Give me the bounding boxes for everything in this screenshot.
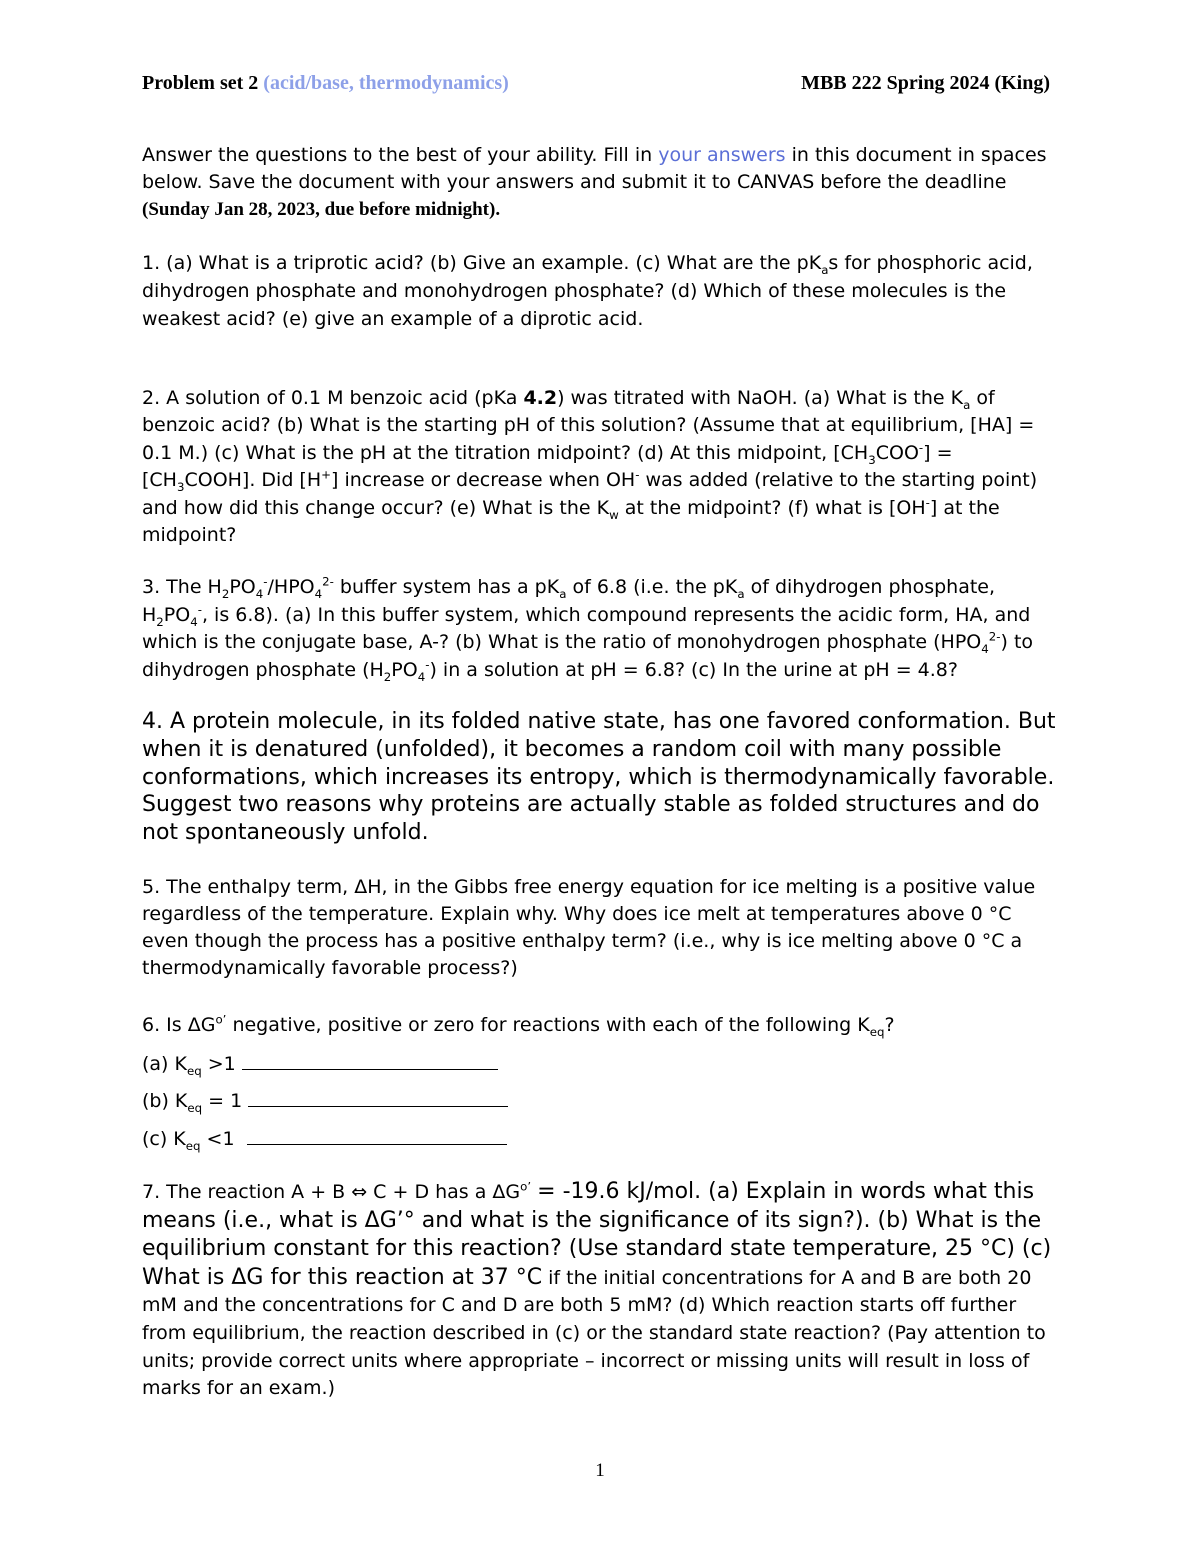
- q2-text-2: ) was titrated with NaOH. (a) What is the K: [557, 387, 964, 409]
- q3-sub-4b: 4: [314, 586, 323, 601]
- q3-sup-minus-b: -: [197, 602, 202, 617]
- q6-c-prefix: (c) K: [142, 1128, 186, 1150]
- q1-text-2: s for phosphoric acid, dihydrogen phosphate and monohydrogen phosphate? (d) Which of these molecules is the weakest acid? (e) give an example of a diprotic acid.: [142, 252, 1033, 330]
- q3-sub-a: a: [559, 586, 567, 601]
- q6-b-sub: eq: [187, 1100, 203, 1115]
- intro-highlight: your answers: [658, 144, 786, 166]
- q6-a-suffix: >1: [207, 1053, 236, 1075]
- q6-a-prefix: (a) K: [142, 1053, 187, 1075]
- q2-text-5: ] = [CH: [142, 441, 953, 492]
- q6-a-sub: eq: [186, 1063, 202, 1078]
- instructions-paragraph: [142, 142, 1056, 223]
- q2-text-3: of benzoic acid? (b) What is the starting pH of this solution? (Assume that at equilibrium, [HA] = 0.1 M.) (c) What is the pH at the titration midpoint? (d) At this midpoint, [CH: [142, 387, 1035, 464]
- intro-text-2: in this document in spaces below. Save the document with your answers and submit it to CANVAS before the deadline: [142, 144, 1047, 193]
- q1-text-1: 1. (a) What is a triprotic acid? (b) Give an example. (c) What are the pK: [142, 252, 822, 274]
- q3-sub-2: 2: [221, 586, 230, 601]
- question-2: [142, 385, 1056, 549]
- header-title-topic: (acid/base, thermodynamics): [263, 72, 509, 94]
- q3-sub-a-b: a: [737, 586, 745, 601]
- question-1: [142, 249, 1056, 333]
- q6-answer-a: [142, 1051, 498, 1081]
- q3-text-2b: PO: [163, 603, 191, 626]
- q6-answer-c: [142, 1126, 507, 1156]
- q6-b-suffix: = 1: [208, 1090, 243, 1112]
- q7-sup: o’: [520, 1179, 532, 1194]
- q6-b-prefix: (b) K: [142, 1090, 188, 1112]
- q6-text-1: 6. Is ΔG: [142, 1014, 216, 1036]
- q3-text-7: , is 6.8). (a) In this buffer system, which compound represents the acidic form, HA, and which is the conjugate base, A-? (b) What is the ratio of monohydrogen phosphate (HPO: [142, 603, 1031, 653]
- q2-sub-a: a: [963, 397, 971, 412]
- q1-sub-a: a: [821, 262, 829, 277]
- q3-sub-4: 4: [255, 586, 264, 601]
- q2-text-9: at the midpoint? (f) what is [OH: [624, 496, 926, 519]
- intro-text-1: Answer the questions to the best of your ability. Fill in: [142, 144, 653, 166]
- q6-text-2: negative, positive or zero for reactions with each of the following K: [232, 1014, 870, 1036]
- q6-text-3: ?: [884, 1014, 895, 1036]
- q2-sub-w: w: [609, 507, 619, 522]
- q3-text-9: ) in a solution at pH = 6.8? (c) In the urine at pH = 4.8?: [429, 658, 958, 681]
- q2-sup-minus: -: [918, 440, 924, 455]
- page-number: 1: [595, 1460, 605, 1481]
- q2-sup-plus: +: [321, 467, 331, 482]
- q6-c-sub: eq: [185, 1138, 201, 1153]
- q6-sup: o’: [215, 1012, 227, 1027]
- answer-blank-b[interactable]: [248, 1088, 508, 1107]
- q3-sub-4d: 4: [981, 641, 989, 656]
- q3-text-4: buffer system has a pK: [339, 576, 560, 598]
- question-4: 4. A protein molecule, in its folded native state, has one favored conformation. But when it is denatured (unfolded), it becomes a random coil with many possible conformations, which increases its entropy, which is thermodynamically favorable. Suggest two reasons why proteins are actually stable as folded structures and do not spontaneously unfold.: [142, 709, 1056, 846]
- q2-pka-value: 4.2: [523, 387, 558, 409]
- q6-c-suffix: <1: [206, 1128, 235, 1150]
- question-3: [142, 574, 1056, 684]
- q3-text-2c: PO: [391, 658, 418, 681]
- q3-sub-4e: 4: [417, 669, 426, 684]
- q6-answer-b: [142, 1088, 508, 1118]
- q2-text-8: was added (relative to the starting point) and how did this change occur? (e) What is the K: [142, 469, 1038, 519]
- q3-sup-minus: -: [263, 574, 268, 589]
- question-6: [142, 1011, 1056, 1039]
- q7-text-3: if the initial concentrations for A and B are both 20 mM and the concentrations for C and D are both 5 mM? (d) Which reaction starts off further from equilibrium, the reaction described in (c) or the standard state reaction? (Pay attention to units; provide correct units where appropriate – incorrect or missing units will result in loss of marks for an exam.): [142, 1266, 1046, 1400]
- question-7: [142, 1178, 1056, 1403]
- q2-text-4: COO: [875, 441, 919, 464]
- q3-sup-minus-c: -: [425, 657, 430, 672]
- q2-text-6: COOH]. Did [H: [184, 469, 322, 492]
- q2-sup-minus-c: -: [925, 495, 930, 510]
- q3-text-1: 3. The H: [142, 576, 222, 598]
- question-5: 5. The enthalpy term, ΔH, in the Gibbs free energy equation for ice melting is a positive value regardless of the temperature. Explain why. Why does ice melt at temperatures above 0 °C even though the process has a positive enthalpy term? (i.e., why is ice melting above 0 °C a thermodynamically favorable process?): [142, 876, 1036, 979]
- q6-sub-eq: eq: [869, 1024, 885, 1039]
- q3-sup-2minus-b: 2-: [988, 629, 1001, 644]
- q3-sub-2c: 2: [383, 669, 392, 684]
- q3-text-5: of 6.8 (i.e. the pK: [572, 576, 738, 598]
- q3-text-3: /HPO: [267, 576, 315, 598]
- header-course: MBB 222 Spring 2024 (King): [801, 72, 1050, 94]
- q2-text-10: ] at the midpoint?: [142, 496, 1000, 547]
- q7-text-2: = -19.6 kJ/mol. (a) Explain in words what this means (i.e., what is ΔG’° and what is the significance of its sign?). (b) What is the equilibrium constant for this reaction? (Use standard state temperature, 25 °C) (c) What is ΔG for this reaction at 37 °C: [142, 1179, 1052, 1290]
- page-header: [142, 72, 1050, 102]
- q3-sub-4c: 4: [190, 614, 198, 629]
- q3-sup-2minus: 2-: [322, 574, 334, 589]
- q7-text-1: 7. The reaction A + B ⇔ C + D has a ΔG: [142, 1181, 521, 1203]
- answer-blank-c[interactable]: [247, 1126, 507, 1145]
- header-title: [142, 72, 509, 95]
- q3-sub-2b: 2: [156, 614, 164, 629]
- q2-sup-minus-b: -: [635, 467, 640, 482]
- intro-deadline: (Sunday Jan 28, 2023, due before midnight).: [142, 199, 501, 220]
- q2-sub-3: 3: [868, 452, 876, 467]
- answer-blank-a[interactable]: [242, 1051, 498, 1070]
- header-title-prefix: Problem set 2: [142, 72, 259, 94]
- q3-text-8: ) to dihydrogen phosphate (H: [142, 631, 1034, 681]
- q2-sub-3b: 3: [176, 480, 185, 495]
- q2-text-7: ] increase or decrease when OH: [331, 469, 636, 492]
- q3-text-6: of dihydrogen phosphate, H: [142, 576, 996, 626]
- q3-text-2: PO: [229, 576, 256, 598]
- q2-text-1: 2. A solution of 0.1 M benzoic acid (pKa: [142, 387, 518, 409]
